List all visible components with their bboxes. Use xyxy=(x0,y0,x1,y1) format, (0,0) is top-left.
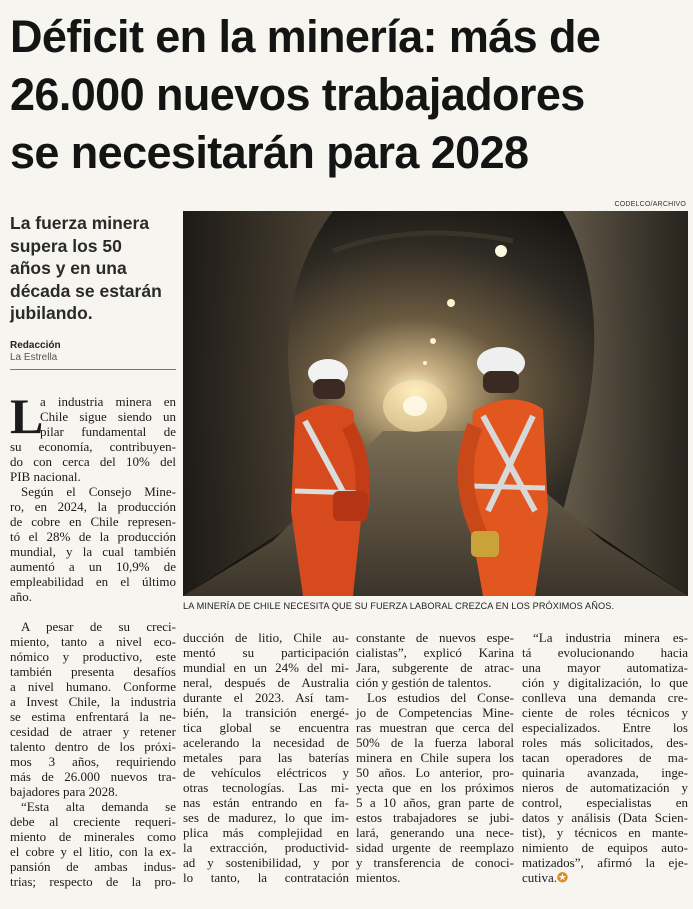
text-line: Según el Consejo Mine- xyxy=(21,484,176,499)
column-2 xyxy=(183,630,349,885)
text-line: yecta que en los próximos xyxy=(356,780,514,795)
mine-tunnel-illustration xyxy=(183,211,688,596)
text-line: 50% de la fuerza laboral xyxy=(356,735,514,750)
headline-line: se necesitarán para 2028 xyxy=(10,127,529,178)
text-line: debe al creciente requeri- xyxy=(10,814,176,829)
text-line: trias; respecto de la pro- xyxy=(10,874,176,889)
text-line: Chile sigue siendo un xyxy=(40,409,176,424)
text-line: plica más complejidad en xyxy=(183,825,349,840)
text-line: “Esta alta demanda se xyxy=(21,799,176,814)
byline xyxy=(10,340,61,364)
text-line: minera en Chile supera los xyxy=(356,750,514,765)
deck-line: jubilando. xyxy=(10,303,93,323)
text-line: mos 3 años, requiriendo xyxy=(10,754,176,769)
text-line: neral, después de Australia xyxy=(183,675,349,690)
column-1 xyxy=(10,388,176,604)
text-line: ción y digitalización, lo que xyxy=(522,675,688,690)
text-line: Los estudios del Conse- xyxy=(367,690,514,705)
text-line: a industria minera en xyxy=(40,394,176,409)
text-line: durante el 2023. Así tam- xyxy=(183,690,349,705)
text-line: de cobre en Chile represen- xyxy=(10,514,176,529)
text-line: constante de nuevos espe- xyxy=(356,630,514,645)
text-line: acelerando la necesidad de xyxy=(183,735,349,750)
text-line: metales para las baterías xyxy=(183,750,349,765)
text-line: quinaria avanzada, inge- xyxy=(522,765,688,780)
text-line: más de 26.000 nuevos tra- xyxy=(10,769,176,784)
text-line: cesidad de atraer y retener xyxy=(10,724,176,739)
dropcap: L xyxy=(10,388,44,444)
text-line: control, especialistas en xyxy=(522,795,688,810)
text-line: “La industria minera es- xyxy=(533,630,688,645)
text-line: cutiva.✪ xyxy=(522,870,568,885)
text-line: 5 a 10 años, gran parte de xyxy=(356,795,514,810)
text-line: también presenta desafíos xyxy=(10,664,176,679)
text-line: ras muestran que cerca del xyxy=(356,720,514,735)
photo-caption: LA MINERÍA DE CHILE NECESITA QUE SU FUERZA LABORAL CREZCA EN LOS PRÓXIMOS AÑOS. xyxy=(183,601,615,611)
text-line: ses de madurez, lo que im- xyxy=(183,810,349,825)
text-line: talento dentro de los próxi- xyxy=(10,739,176,754)
text-line: tica global se encuentra xyxy=(183,720,349,735)
text-line: Jara, subgerente de atrac- xyxy=(356,660,514,675)
text-line: a nivel humano. Conforme xyxy=(10,679,176,694)
text-line: pilar fundamental de xyxy=(40,424,176,439)
byline-name: Redacción xyxy=(10,340,61,351)
text-line: ro, en 2024, la producción xyxy=(10,499,176,514)
text-line: mundial en un 24% del mi- xyxy=(183,660,349,675)
text-line: empleabilidad en el último xyxy=(10,574,176,589)
text-line: mundial, y la cual también xyxy=(10,544,176,559)
text-line: miento, tanto a nivel eco- xyxy=(10,634,176,649)
text-line: a Invest Chile, la industria xyxy=(10,694,176,709)
text-line: 50 años. Lo anterior, pro- xyxy=(356,765,514,780)
article-photo xyxy=(183,211,688,596)
text-line: lo tanto, la contratación xyxy=(183,870,349,885)
text-line: miento de minerales como xyxy=(10,829,176,844)
text-line: sidad urgente de reemplazo xyxy=(356,840,514,855)
text-line: tá evolucionando hacia xyxy=(522,645,688,660)
deck xyxy=(10,212,178,325)
text-line: tó el 28% de la producción xyxy=(10,529,176,544)
text-line: y transferencia de conoci- xyxy=(356,855,514,870)
text-line: la extracción, productivid- xyxy=(183,840,349,855)
text-line: datos y análisis (Data Scien- xyxy=(522,810,688,825)
text-line: bién, la transición energé- xyxy=(183,705,349,720)
column-1-continued xyxy=(10,619,176,889)
photo-credit: CODELCO/ARCHIVO xyxy=(614,201,686,208)
text-line: ad y sostenibilidad, y por xyxy=(183,855,349,870)
text-line: A pesar de su creci- xyxy=(21,619,176,634)
text-line: ción y gestión de talentos. xyxy=(356,675,492,690)
text-line: pansión de ambas indus- xyxy=(10,859,176,874)
text-line: ciente de roles técnicos y xyxy=(522,705,688,720)
text-line: tist), y técnicos en mante- xyxy=(522,825,688,840)
text-line: el cobre y el litio, con la ex- xyxy=(10,844,176,859)
text-line: jo de Competencias Mine- xyxy=(356,705,514,720)
deck-line: años y en una xyxy=(10,258,127,278)
text-line: lará, generando una nece- xyxy=(356,825,514,840)
text-line: de vehículos eléctricos y xyxy=(183,765,349,780)
text-line: año. xyxy=(10,589,33,604)
headline-line: 26.000 nuevos trabajadores xyxy=(10,69,585,120)
column-3 xyxy=(356,630,514,885)
text-line: estos trabajadores se jubi- xyxy=(356,810,514,825)
text-line: roles más solicitados, des- xyxy=(522,735,688,750)
text-line: tacan operadores de ma- xyxy=(522,750,688,765)
deck-line: La fuerza minera xyxy=(10,213,150,233)
text-line: una mayor automatiza- xyxy=(522,660,688,675)
text-line: nieros de automatización y xyxy=(522,780,688,795)
text-line: su economía, contribuyen- xyxy=(10,439,176,454)
text-line: nimiento de equipos auto- xyxy=(522,840,688,855)
column-4 xyxy=(522,630,688,885)
text-line: cialistas”, explicó Karina xyxy=(356,645,514,660)
byline-source: La Estrella xyxy=(10,352,58,363)
text-line: nas están entrando en fa- xyxy=(183,795,349,810)
text-line: otras tecnologías. Las mi- xyxy=(183,780,349,795)
text-line: mientos. xyxy=(356,870,401,885)
text-line: especializados. Entre los xyxy=(522,720,688,735)
text-line: ducción de litio, Chile au- xyxy=(183,630,349,645)
text-line: conlleva una demanda cre- xyxy=(522,690,688,705)
deck-line: supera los 50 xyxy=(10,235,122,256)
text-line: se estima enfrentará la ne- xyxy=(10,709,176,724)
deck-line: década se estarán xyxy=(10,280,162,301)
text-line: aumentó a un 10,9% de xyxy=(10,559,176,574)
text-line: matizados”, afirmó la eje- xyxy=(522,855,688,870)
divider xyxy=(10,369,176,370)
end-mark-icon: ✪ xyxy=(557,870,568,885)
text-line: PIB nacional. xyxy=(10,469,81,484)
headline xyxy=(10,8,686,182)
text-line: bajadores para 2028. xyxy=(10,784,118,799)
text-line: do con cerca del 10% del xyxy=(10,454,176,469)
text-line: mentó su participación xyxy=(183,645,349,660)
headline-line: Déficit en la minería: más de xyxy=(10,11,601,62)
text-line: nómico y productivo, este xyxy=(10,649,176,664)
